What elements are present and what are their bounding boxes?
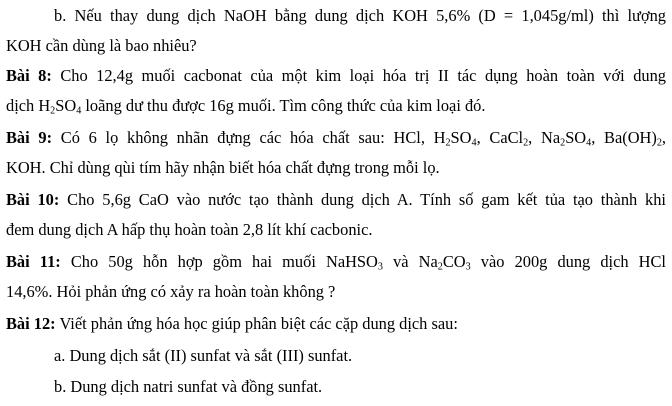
- text-run: vào 200g dung dịch HCl: [470, 252, 666, 271]
- text-run: dịch H: [6, 96, 51, 115]
- question-9-line-2: [6, 154, 666, 182]
- subscript: 4: [76, 105, 82, 117]
- text-run: 14,6%. Hỏi phản ứng có xảy ra hoàn toàn không ?: [6, 282, 336, 301]
- prev-part-b-line-1: [54, 2, 666, 30]
- text-run: đem dung dịch A hấp thụ hoàn toàn 2,8 lít khí cacbonic.: [6, 220, 373, 239]
- text-run: KOH. Chỉ dùng qùi tím hãy nhận biết hóa chất đựng trong mỗi lọ.: [6, 158, 440, 177]
- text-run: , Na: [528, 128, 561, 147]
- question-10-label: Bài 10:: [6, 190, 60, 209]
- text-run: b. Dung dịch natri sunfat và đồng sunfat.: [54, 377, 323, 396]
- text-run: Cho 12,4g muối cacbonat của một kim loại hóa trị II tác dụng hoàn toàn với dung: [60, 66, 666, 85]
- question-9-label: Bài 9:: [6, 128, 53, 147]
- text-run: SO: [450, 128, 472, 147]
- question-10-line-2: [6, 216, 666, 244]
- text-run: a. Dung dịch sắt (II) sunfat và sắt (III) sunfat.: [54, 346, 353, 365]
- text-run: [71, 252, 666, 271]
- question-11-line-1: [6, 248, 666, 276]
- subscript: 3: [465, 261, 471, 273]
- text-run: [61, 128, 666, 147]
- text-run: , Ba(OH): [591, 128, 657, 147]
- question-8-line-1: [6, 62, 666, 90]
- question-12-label: Bài 12:: [6, 314, 56, 333]
- subscript: 4: [586, 137, 592, 149]
- text-run: b. Nếu thay dung dịch NaOH bằng dung dịch KOH 5,6% (D = 1,045g/ml) thì lượng: [54, 6, 666, 25]
- question-10-line-1: [6, 186, 666, 214]
- subscript: 3: [377, 261, 383, 273]
- text-run: ,: [661, 128, 667, 147]
- text-run: loãng dư thu được 16g muối. Tìm công thức của kim loại đó.: [81, 96, 486, 115]
- subscript: 2: [523, 137, 529, 149]
- question-11-label: Bài 11:: [6, 252, 61, 271]
- subscript: 2: [50, 105, 56, 117]
- subscript: 2: [445, 137, 451, 149]
- text-run: Cho 50g hỗn hợp gồm hai muối NaHSO: [70, 252, 378, 271]
- text-run: KOH cần dùng là bao nhiêu?: [6, 36, 197, 55]
- text-run: Viết phản ứng hóa học giúp phân biệt các cặp dung dịch sau:: [59, 314, 458, 333]
- question-8-label: Bài 8:: [6, 66, 52, 85]
- subscript: 2: [437, 261, 443, 273]
- text-run: Cho 5,6g CaO vào nước tạo thành dung dịch A. Tính số gam kết tủa tạo thành khi: [67, 190, 666, 209]
- text-run: SO: [565, 128, 587, 147]
- text-run: , CaCl: [476, 128, 524, 147]
- text-run: SO: [55, 96, 77, 115]
- subscript: 4: [471, 137, 477, 149]
- prev-part-b-line-2: [6, 32, 666, 60]
- question-12-line-1: [6, 310, 666, 338]
- text-run: Có 6 lọ không nhãn đựng các hóa chất sau: HCl, H: [60, 128, 446, 147]
- question-12-part-a: [54, 342, 666, 370]
- subscript: 2: [560, 137, 566, 149]
- subscript: 2: [656, 137, 662, 149]
- text-run: và Na: [382, 252, 438, 271]
- question-9-line-1: [6, 124, 666, 152]
- text-run: CO: [442, 252, 466, 271]
- question-12-part-b: [54, 373, 666, 401]
- question-11-line-2: [6, 278, 666, 306]
- question-8-line-2: [6, 92, 666, 120]
